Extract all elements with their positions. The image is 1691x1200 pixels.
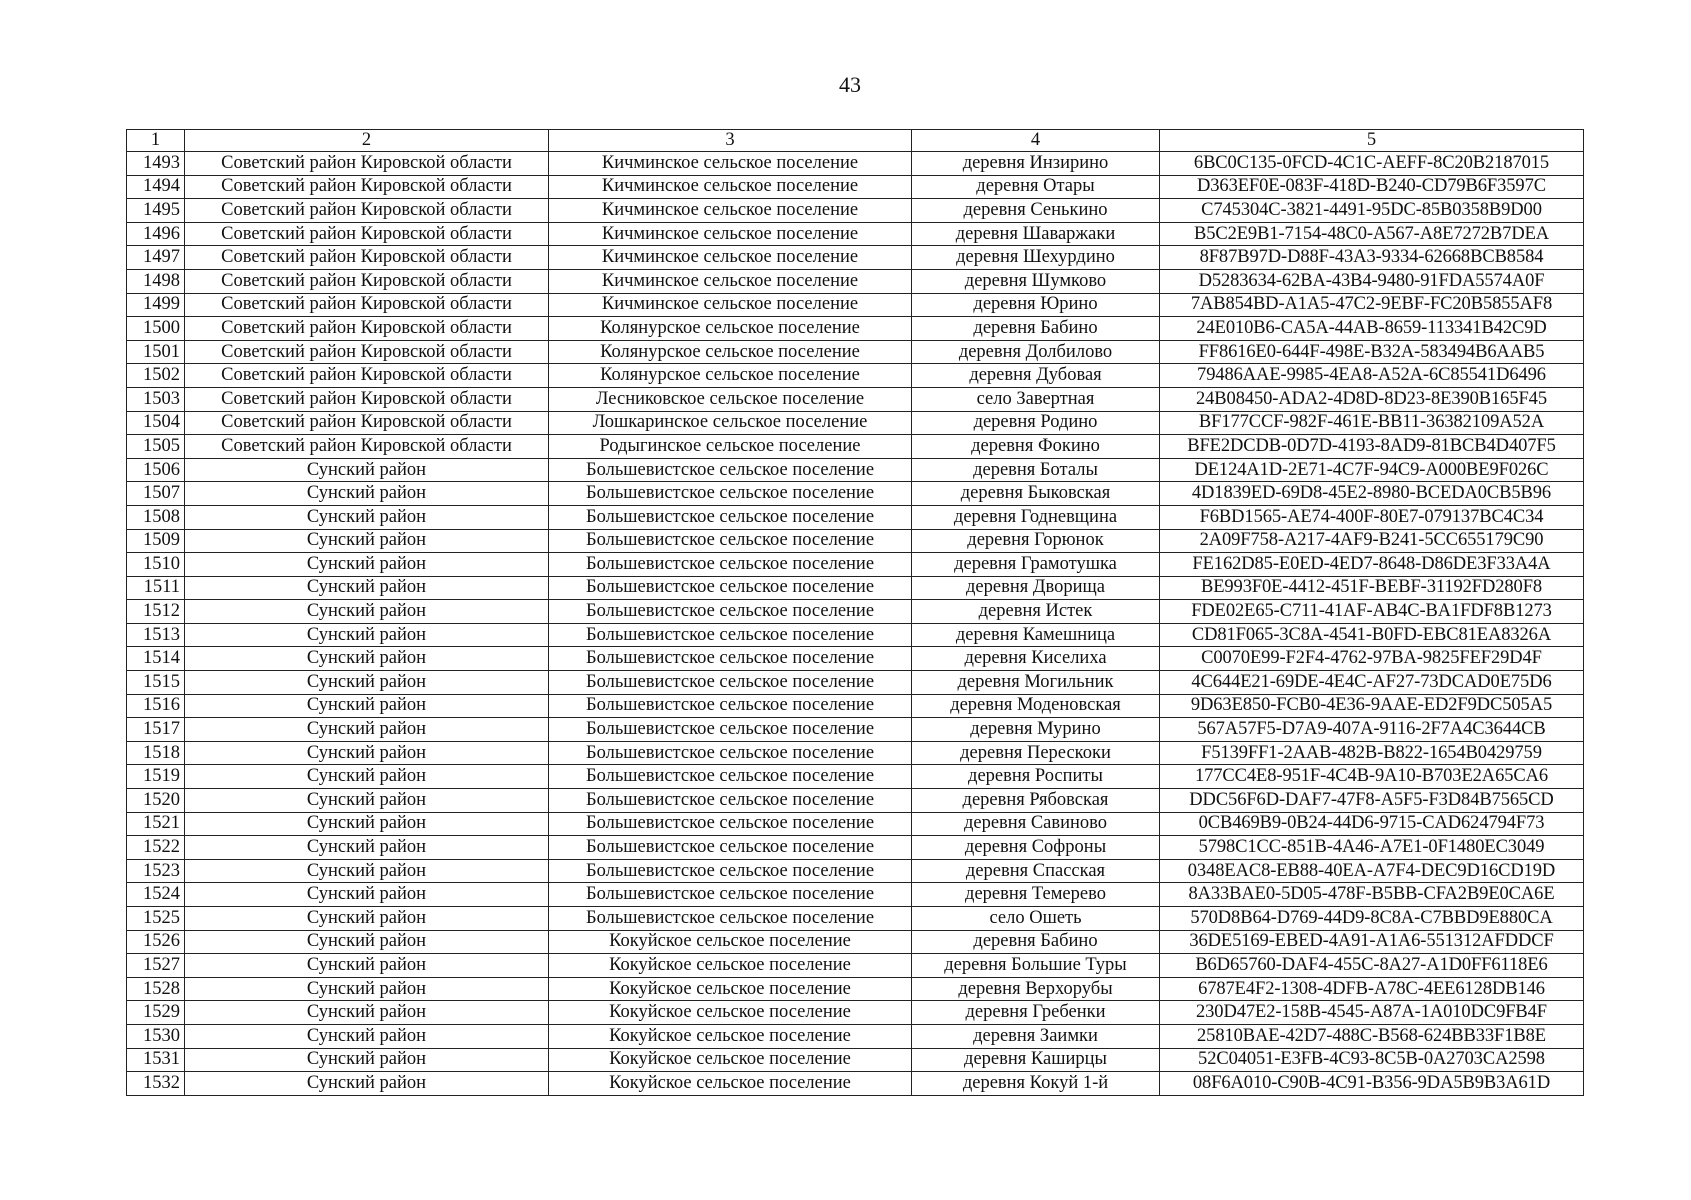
cell-locality: деревня Истек [912, 600, 1160, 624]
cell-row-number: 1514 [127, 647, 185, 671]
cell-guid: 0CB469B9-0B24-44D6-9715-CAD624794F73 [1160, 812, 1584, 836]
cell-locality: деревня Шехурдино [912, 246, 1160, 270]
cell-settlement: Большевистское сельское поселение [549, 812, 912, 836]
cell-district: Сунский район [185, 718, 549, 742]
cell-settlement: Кичминское сельское поселение [549, 222, 912, 246]
cell-settlement: Большевистское сельское поселение [549, 741, 912, 765]
table-row [127, 1024, 1584, 1048]
cell-district: Сунский район [185, 789, 549, 813]
cell-row-number: 1524 [127, 883, 185, 907]
cell-guid: 2A09F758-A217-4AF9-B241-5CC655179C90 [1160, 529, 1584, 553]
cell-guid: CD81F065-3C8A-4541-B0FD-EBC81EA8326A [1160, 623, 1584, 647]
cell-row-number: 1510 [127, 553, 185, 577]
cell-locality: деревня Отары [912, 175, 1160, 199]
table-row [127, 222, 1584, 246]
cell-row-number: 1531 [127, 1048, 185, 1072]
cell-district: Советский район Кировской области [185, 222, 549, 246]
cell-guid: 8A33BAE0-5D05-478F-B5BB-CFA2B9E0CA6E [1160, 883, 1584, 907]
cell-district: Сунский район [185, 765, 549, 789]
cell-district: Сунский район [185, 741, 549, 765]
table-row [127, 836, 1584, 860]
table-row [127, 482, 1584, 506]
cell-district: Сунский район [185, 553, 549, 577]
cell-locality: деревня Большие Туры [912, 954, 1160, 978]
cell-locality: деревня Перескоки [912, 741, 1160, 765]
cell-district: Советский район Кировской области [185, 152, 549, 176]
table-row [127, 199, 1584, 223]
cell-row-number: 1495 [127, 199, 185, 223]
cell-locality: деревня Бабино [912, 930, 1160, 954]
cell-guid: 24B08450-ADA2-4D8D-8D23-8E390B165F45 [1160, 387, 1584, 411]
table-row [127, 246, 1584, 270]
table-row [127, 812, 1584, 836]
cell-guid: FDE02E65-C711-41AF-AB4C-BA1FDF8B1273 [1160, 600, 1584, 624]
cell-locality: деревня Годневщина [912, 505, 1160, 529]
table-row [127, 694, 1584, 718]
table-row [127, 859, 1584, 883]
cell-settlement: Кичминское сельское поселение [549, 293, 912, 317]
cell-row-number: 1512 [127, 600, 185, 624]
cell-district: Сунский район [185, 907, 549, 931]
cell-row-number: 1521 [127, 812, 185, 836]
cell-guid: 567A57F5-D7A9-407A-9116-2F7A4C3644CB [1160, 718, 1584, 742]
cell-row-number: 1497 [127, 246, 185, 270]
cell-district: Сунский район [185, 671, 549, 695]
cell-guid: DDC56F6D-DAF7-47F8-A5F5-F3D84B7565CD [1160, 789, 1584, 813]
cell-locality: деревня Моденовская [912, 694, 1160, 718]
cell-district: Сунский район [185, 600, 549, 624]
cell-settlement: Большевистское сельское поселение [549, 765, 912, 789]
table-row [127, 293, 1584, 317]
cell-settlement: Большевистское сельское поселение [549, 553, 912, 577]
cell-locality: село Завертная [912, 387, 1160, 411]
cell-district: Сунский район [185, 458, 549, 482]
cell-settlement: Колянурское сельское поселение [549, 364, 912, 388]
cell-district: Сунский район [185, 1072, 549, 1096]
cell-settlement: Колянурское сельское поселение [549, 317, 912, 341]
cell-locality: деревня Киселиха [912, 647, 1160, 671]
cell-locality: деревня Грамотушка [912, 553, 1160, 577]
page-number: 43 [839, 72, 861, 97]
cell-settlement: Большевистское сельское поселение [549, 789, 912, 813]
cell-guid: 230D47E2-158B-4545-A87A-1A010DC9FB4F [1160, 1001, 1584, 1025]
cell-locality: деревня Дубовая [912, 364, 1160, 388]
cell-settlement: Большевистское сельское поселение [549, 529, 912, 553]
cell-locality: деревня Спасская [912, 859, 1160, 883]
cell-locality: деревня Темерево [912, 883, 1160, 907]
cell-settlement: Кичминское сельское поселение [549, 152, 912, 176]
header-col-3: 3 [549, 130, 912, 152]
cell-district: Советский район Кировской области [185, 293, 549, 317]
table-row [127, 765, 1584, 789]
cell-row-number: 1523 [127, 859, 185, 883]
cell-settlement: Кокуйское сельское поселение [549, 954, 912, 978]
cell-guid: BE993F0E-4412-451F-BEBF-31192FD280F8 [1160, 576, 1584, 600]
cell-locality: деревня Шаваржаки [912, 222, 1160, 246]
table-row [127, 529, 1584, 553]
table-row [127, 883, 1584, 907]
cell-settlement: Кокуйское сельское поселение [549, 1001, 912, 1025]
cell-district: Советский район Кировской области [185, 435, 549, 459]
table-row [127, 671, 1584, 695]
table-row [127, 718, 1584, 742]
table-row [127, 435, 1584, 459]
table-row [127, 954, 1584, 978]
cell-row-number: 1515 [127, 671, 185, 695]
cell-row-number: 1520 [127, 789, 185, 813]
cell-settlement: Лошкаринское сельское поселение [549, 411, 912, 435]
cell-district: Сунский район [185, 1001, 549, 1025]
cell-row-number: 1505 [127, 435, 185, 459]
cell-district: Сунский район [185, 694, 549, 718]
settlements-table [126, 129, 1584, 1096]
table-row [127, 930, 1584, 954]
cell-guid: FE162D85-E0ED-4ED7-8648-D86DE3F33A4A [1160, 553, 1584, 577]
cell-row-number: 1506 [127, 458, 185, 482]
cell-settlement: Кокуйское сельское поселение [549, 1024, 912, 1048]
cell-district: Сунский район [185, 812, 549, 836]
header-col-4: 4 [912, 130, 1160, 152]
cell-guid: BF177CCF-982F-461E-BB11-36382109A52A [1160, 411, 1584, 435]
cell-row-number: 1508 [127, 505, 185, 529]
cell-settlement: Кичминское сельское поселение [549, 175, 912, 199]
table-row [127, 175, 1584, 199]
header-col-5: 5 [1160, 130, 1584, 152]
cell-district: Советский район Кировской области [185, 246, 549, 270]
cell-locality: деревня Софроны [912, 836, 1160, 860]
cell-row-number: 1509 [127, 529, 185, 553]
cell-row-number: 1532 [127, 1072, 185, 1096]
table-row [127, 1048, 1584, 1072]
cell-settlement: Большевистское сельское поселение [549, 907, 912, 931]
cell-guid: F6BD1565-AE74-400F-80E7-079137BC4C34 [1160, 505, 1584, 529]
cell-row-number: 1494 [127, 175, 185, 199]
cell-district: Сунский район [185, 623, 549, 647]
cell-guid: 52C04051-E3FB-4C93-8C5B-0A2703CA2598 [1160, 1048, 1584, 1072]
cell-settlement: Большевистское сельское поселение [549, 694, 912, 718]
table-row [127, 576, 1584, 600]
cell-locality: деревня Каширцы [912, 1048, 1160, 1072]
cell-district: Сунский район [185, 529, 549, 553]
table-row [127, 647, 1584, 671]
cell-settlement: Большевистское сельское поселение [549, 671, 912, 695]
cell-row-number: 1516 [127, 694, 185, 718]
cell-settlement: Большевистское сельское поселение [549, 718, 912, 742]
cell-locality: село Ошеть [912, 907, 1160, 931]
cell-district: Сунский район [185, 647, 549, 671]
cell-guid: 08F6A010-C90B-4C91-B356-9DA5B9B3A61D [1160, 1072, 1584, 1096]
cell-row-number: 1527 [127, 954, 185, 978]
cell-district: Сунский район [185, 505, 549, 529]
table-row [127, 411, 1584, 435]
cell-row-number: 1503 [127, 387, 185, 411]
cell-settlement: Большевистское сельское поселение [549, 600, 912, 624]
cell-row-number: 1499 [127, 293, 185, 317]
cell-guid: 5798C1CC-851B-4A46-A7E1-0F1480EC3049 [1160, 836, 1584, 860]
cell-locality: деревня Сенькино [912, 199, 1160, 223]
cell-guid: D5283634-62BA-43B4-9480-91FDA5574A0F [1160, 269, 1584, 293]
table-row [127, 907, 1584, 931]
table-row [127, 789, 1584, 813]
table-row [127, 340, 1584, 364]
cell-district: Сунский район [185, 836, 549, 860]
cell-guid: B6D65760-DAF4-455C-8A27-A1D0FF6118E6 [1160, 954, 1584, 978]
cell-locality: деревня Бабино [912, 317, 1160, 341]
cell-guid: DE124A1D-2E71-4C7F-94C9-A000BE9F026C [1160, 458, 1584, 482]
cell-district: Сунский район [185, 482, 549, 506]
cell-settlement: Кокуйское сельское поселение [549, 1072, 912, 1096]
table-row [127, 1001, 1584, 1025]
cell-district: Советский район Кировской области [185, 411, 549, 435]
cell-row-number: 1530 [127, 1024, 185, 1048]
cell-district: Сунский район [185, 977, 549, 1001]
cell-row-number: 1501 [127, 340, 185, 364]
cell-guid: BFE2DCDB-0D7D-4193-8AD9-81BCB4D407F5 [1160, 435, 1584, 459]
table-row [127, 317, 1584, 341]
cell-settlement: Кичминское сельское поселение [549, 269, 912, 293]
cell-settlement: Родыгинское сельское поселение [549, 435, 912, 459]
cell-row-number: 1525 [127, 907, 185, 931]
cell-settlement: Большевистское сельское поселение [549, 883, 912, 907]
cell-guid: 4D1839ED-69D8-45E2-8980-BCEDA0CB5B96 [1160, 482, 1584, 506]
header-col-2: 2 [185, 130, 549, 152]
cell-guid: 0348EAC8-EB88-40EA-A7F4-DEC9D16CD19D [1160, 859, 1584, 883]
cell-locality: деревня Быковская [912, 482, 1160, 506]
cell-district: Сунский район [185, 883, 549, 907]
cell-district: Советский район Кировской области [185, 175, 549, 199]
cell-settlement: Большевистское сельское поселение [549, 623, 912, 647]
cell-settlement: Кичминское сельское поселение [549, 246, 912, 270]
table-row [127, 623, 1584, 647]
cell-guid: B5C2E9B1-7154-48C0-A567-A8E7272B7DEA [1160, 222, 1584, 246]
cell-settlement: Большевистское сельское поселение [549, 859, 912, 883]
cell-locality: деревня Заимки [912, 1024, 1160, 1048]
cell-guid: 8F87B97D-D88F-43A3-9334-62668BCB8584 [1160, 246, 1584, 270]
cell-locality: деревня Инзирино [912, 152, 1160, 176]
table-row [127, 1072, 1584, 1096]
table-header-row [127, 130, 1584, 152]
cell-row-number: 1528 [127, 977, 185, 1001]
cell-guid: 79486AAE-9985-4EA8-A52A-6C85541D6496 [1160, 364, 1584, 388]
cell-row-number: 1526 [127, 930, 185, 954]
cell-district: Сунский район [185, 1048, 549, 1072]
cell-district: Сунский район [185, 859, 549, 883]
cell-guid: 6787E4F2-1308-4DFB-A78C-4EE6128DB146 [1160, 977, 1584, 1001]
cell-row-number: 1529 [127, 1001, 185, 1025]
cell-district: Советский район Кировской области [185, 317, 549, 341]
cell-locality: деревня Верхорубы [912, 977, 1160, 1001]
cell-guid: FF8616E0-644F-498E-B32A-583494B6AAB5 [1160, 340, 1584, 364]
cell-guid: C0070E99-F2F4-4762-97BA-9825FEF29D4F [1160, 647, 1584, 671]
cell-district: Советский район Кировской области [185, 340, 549, 364]
cell-guid: 9D63E850-FCB0-4E36-9AAE-ED2F9DC505A5 [1160, 694, 1584, 718]
cell-locality: деревня Кокуй 1-й [912, 1072, 1160, 1096]
table-row [127, 152, 1584, 176]
cell-settlement: Большевистское сельское поселение [549, 647, 912, 671]
cell-settlement: Большевистское сельское поселение [549, 482, 912, 506]
cell-settlement: Лесниковское сельское поселение [549, 387, 912, 411]
table-row [127, 977, 1584, 1001]
cell-row-number: 1518 [127, 741, 185, 765]
cell-guid: 25810BAE-42D7-488C-B568-624BB33F1B8E [1160, 1024, 1584, 1048]
cell-row-number: 1502 [127, 364, 185, 388]
cell-guid: 36DE5169-EBED-4A91-A1A6-551312AFDDCF [1160, 930, 1584, 954]
cell-row-number: 1507 [127, 482, 185, 506]
cell-guid: F5139FF1-2AAB-482B-B822-1654B0429759 [1160, 741, 1584, 765]
cell-guid: C745304C-3821-4491-95DC-85B0358B9D00 [1160, 199, 1584, 223]
cell-district: Сунский район [185, 1024, 549, 1048]
cell-row-number: 1498 [127, 269, 185, 293]
cell-guid: 6BC0C135-0FCD-4C1C-AEFF-8C20B2187015 [1160, 152, 1584, 176]
cell-settlement: Кокуйское сельское поселение [549, 1048, 912, 1072]
cell-guid: 177CC4E8-951F-4C4B-9A10-B703E2A65CA6 [1160, 765, 1584, 789]
cell-row-number: 1519 [127, 765, 185, 789]
cell-guid: D363EF0E-083F-418D-B240-CD79B6F3597C [1160, 175, 1584, 199]
cell-locality: деревня Роспиты [912, 765, 1160, 789]
table-row [127, 269, 1584, 293]
table-body [127, 152, 1584, 1096]
cell-guid: 24E010B6-CA5A-44AB-8659-113341B42C9D [1160, 317, 1584, 341]
table-row [127, 600, 1584, 624]
cell-row-number: 1504 [127, 411, 185, 435]
cell-district: Сунский район [185, 954, 549, 978]
cell-row-number: 1500 [127, 317, 185, 341]
cell-district: Сунский район [185, 930, 549, 954]
cell-locality: деревня Дворища [912, 576, 1160, 600]
table-row [127, 553, 1584, 577]
cell-row-number: 1522 [127, 836, 185, 860]
cell-settlement: Большевистское сельское поселение [549, 836, 912, 860]
cell-locality: деревня Горюнок [912, 529, 1160, 553]
cell-district: Советский район Кировской области [185, 269, 549, 293]
cell-guid: 570D8B64-D769-44D9-8C8A-C7BBD9E880CA [1160, 907, 1584, 931]
cell-district: Советский район Кировской области [185, 364, 549, 388]
cell-settlement: Большевистское сельское поселение [549, 576, 912, 600]
cell-locality: деревня Фокино [912, 435, 1160, 459]
cell-district: Советский район Кировской области [185, 387, 549, 411]
cell-district: Сунский район [185, 576, 549, 600]
cell-guid: 4C644E21-69DE-4E4C-AF27-73DCAD0E75D6 [1160, 671, 1584, 695]
cell-settlement: Большевистское сельское поселение [549, 505, 912, 529]
table-row [127, 387, 1584, 411]
cell-district: Советский район Кировской области [185, 199, 549, 223]
cell-row-number: 1496 [127, 222, 185, 246]
cell-row-number: 1511 [127, 576, 185, 600]
cell-settlement: Большевистское сельское поселение [549, 458, 912, 482]
cell-settlement: Кокуйское сельское поселение [549, 930, 912, 954]
cell-locality: деревня Долбилово [912, 340, 1160, 364]
cell-locality: деревня Шумково [912, 269, 1160, 293]
cell-locality: деревня Камешница [912, 623, 1160, 647]
table-row [127, 364, 1584, 388]
cell-settlement: Кичминское сельское поселение [549, 199, 912, 223]
cell-locality: деревня Савиново [912, 812, 1160, 836]
cell-locality: деревня Рябовская [912, 789, 1160, 813]
cell-row-number: 1517 [127, 718, 185, 742]
cell-row-number: 1493 [127, 152, 185, 176]
cell-row-number: 1513 [127, 623, 185, 647]
cell-settlement: Колянурское сельское поселение [549, 340, 912, 364]
cell-locality: деревня Гребенки [912, 1001, 1160, 1025]
cell-settlement: Кокуйское сельское поселение [549, 977, 912, 1001]
cell-guid: 7AB854BD-A1A5-47C2-9EBF-FC20B5855AF8 [1160, 293, 1584, 317]
cell-locality: деревня Юрино [912, 293, 1160, 317]
table-row [127, 458, 1584, 482]
table-row [127, 505, 1584, 529]
table-row [127, 741, 1584, 765]
cell-locality: деревня Боталы [912, 458, 1160, 482]
cell-locality: деревня Родино [912, 411, 1160, 435]
cell-locality: деревня Могильник [912, 671, 1160, 695]
header-col-1: 1 [127, 130, 185, 152]
cell-locality: деревня Мурино [912, 718, 1160, 742]
